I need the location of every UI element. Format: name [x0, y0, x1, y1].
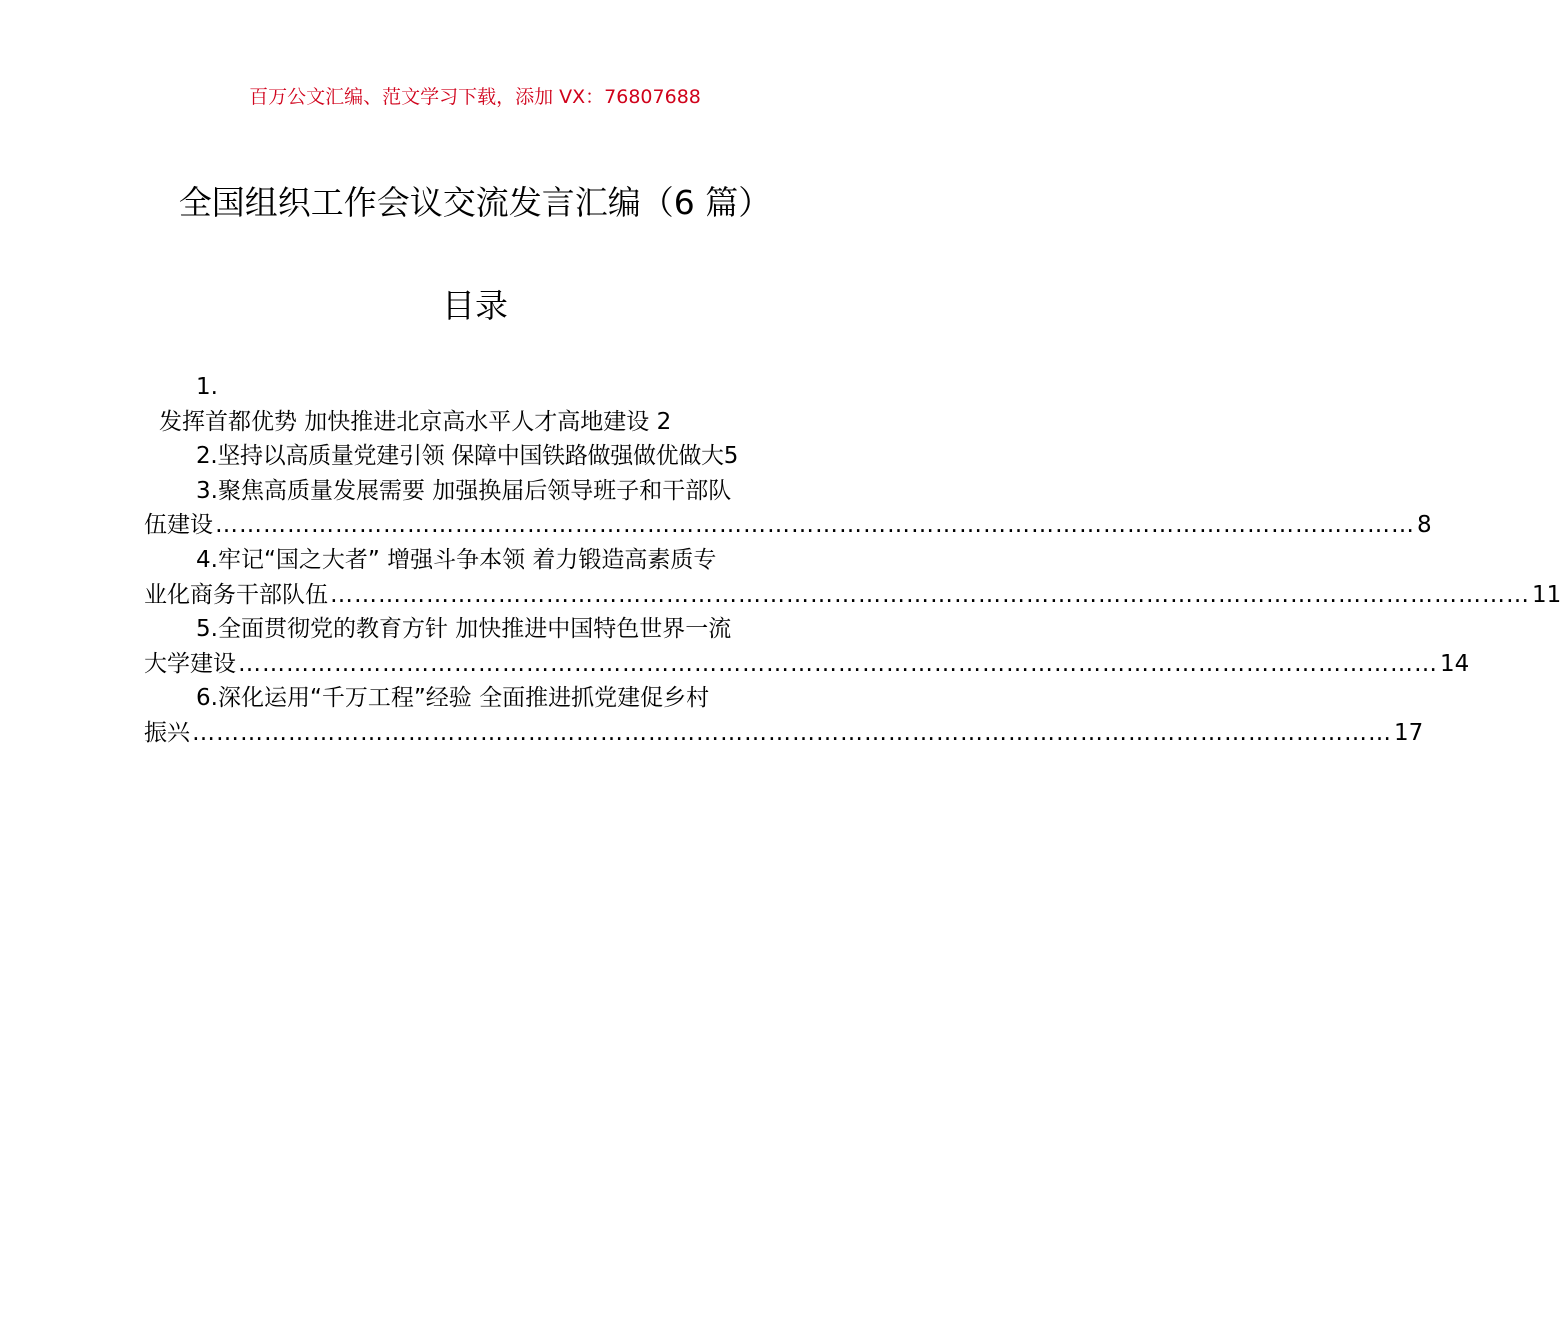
table-of-contents [144, 370, 1561, 751]
toc-item-6-line-1[interactable]: 6.深化运用“千万工程”经验 全面推进抓党建促乡村 [196, 685, 710, 712]
toc-item-3-line-1[interactable]: 3.聚焦高质量发展需要 加强换届后领导班子和干部队 [196, 477, 732, 504]
toc-item-2-page: 5 [723, 443, 739, 470]
toc-heading: 目录 [442, 286, 508, 325]
toc-item-5-line-1[interactable]: 5.全面贯彻党的教育方针 加快推进中国特色世界一流 [196, 616, 732, 643]
toc-item-1-page: 2 [656, 408, 672, 435]
toc-item-4-page: 11 [1532, 581, 1561, 608]
toc-item-6-line-2[interactable] [144, 716, 1424, 751]
toc-item-6-page: 17 [1394, 719, 1424, 746]
toc-item-1-text: 发挥首都优势 加快推进北京高水平人才高地建设 [159, 408, 650, 435]
toc-item-3-line-2[interactable] [144, 508, 1432, 543]
header-note: 百万公文汇编、范文学习下载，添加 VX：76807688 [249, 86, 701, 108]
toc-item-5-line-2[interactable] [144, 647, 1470, 682]
toc-item-4-text: 业化商务干部队伍 [144, 581, 328, 608]
toc-item-5-text: 大学建设 [144, 650, 236, 677]
toc-item-4-line-1[interactable]: 4.牢记“国之大者” 增强斗争本领 着力锻造高素质专 [196, 546, 717, 573]
document-title: 全国组织工作会议交流发言汇编（6 篇） [178, 183, 772, 222]
toc-item-4-line-2[interactable] [144, 578, 1561, 613]
toc-leader-dots: …………………………………………………………………………………………………………………………………… [238, 650, 1438, 677]
toc-item-1-number: 1. [196, 374, 218, 400]
toc-item-2-text: 2.坚持以高质量党建引领 保障中国铁路做强做优做大 [196, 443, 724, 470]
toc-item-3-page: 8 [1417, 512, 1432, 539]
toc-item-6-text: 振兴 [144, 719, 190, 746]
toc-leader-dots: …………………………………………………………………………………………………………………………………… [215, 512, 1415, 539]
toc-item-2[interactable] [144, 439, 806, 474]
toc-leader-dots: …………………………………………………………………………………………………………………………………… [192, 719, 1392, 746]
toc-item-3-text: 伍建设 [144, 512, 213, 539]
toc-leader-dots: …………………………………………………………………………………………………………………………………… [330, 581, 1530, 608]
toc-item-5-page: 14 [1440, 650, 1470, 677]
toc-item-1[interactable] [144, 405, 806, 440]
